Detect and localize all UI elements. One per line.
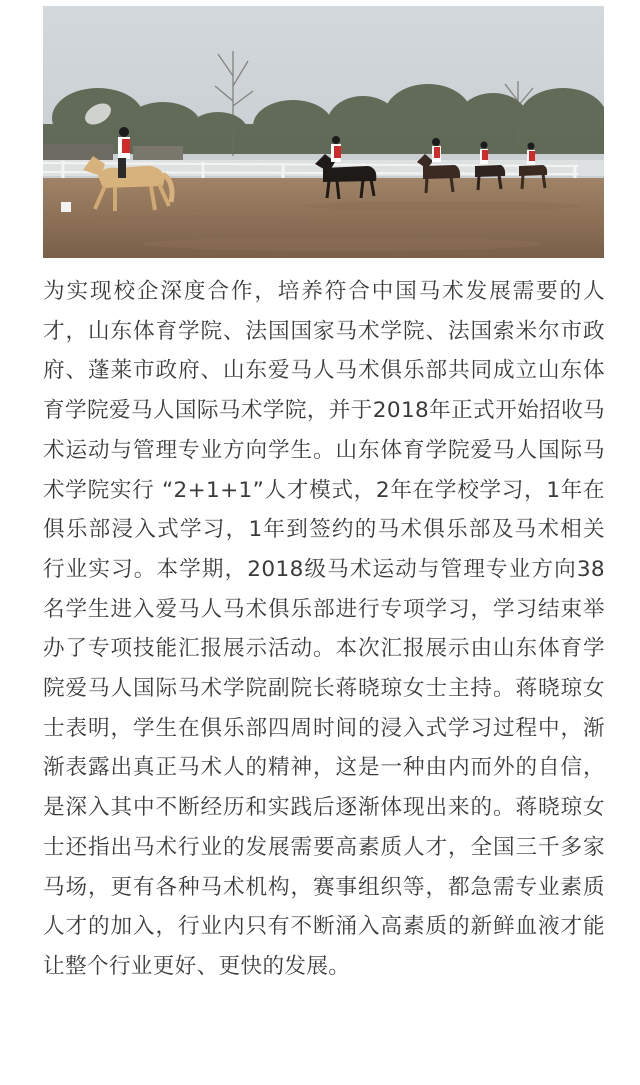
article-photo bbox=[43, 6, 604, 258]
equestrian-photo bbox=[43, 6, 604, 258]
article-paragraph: 为实现校企深度合作，培养符合中国马术发展需要的人才，山东体育学院、法国国家马术学院、法国索米尔市政府、蓬莱市政府、山东爱马人马术俱乐部共同成立山东体育学院爱马人国际马术学院，并于2018年正式开始招收马术运动与管理专业方向学生。山东体育学院爱马人国际马术学院实行 “2+1+1”人才模式，2年在学校学习，1年在俱乐部浸入式学习，1年到签约的马术俱乐部及马术相关行业实习。本学期，2018级马术运动与管理专业方向38名学生进入爱马人马术俱乐部进行专项学习，学习结束举办了专项技能汇报展示活动。本次汇报展示由山东体育学院爱马人国际马术学院副院长蒋晓琼女士主持。蒋晓琼女士表明，学生在俱乐部四周时间的浸入式学习过程中，渐渐表露出真正马术人的精神，这是一种由内而外的自信，是深入其中不断经历和实践后逐渐体现出来的。蒋晓琼女士还指出马术行业的发展需要高素质人才，全国三千多家马场，更有各种马术机构，赛事组织等，都急需专业素质人才的加入，行业内只有不断涌入高素质的新鲜血液才能让整个行业更好、更快的发展。 bbox=[43, 279, 605, 979]
